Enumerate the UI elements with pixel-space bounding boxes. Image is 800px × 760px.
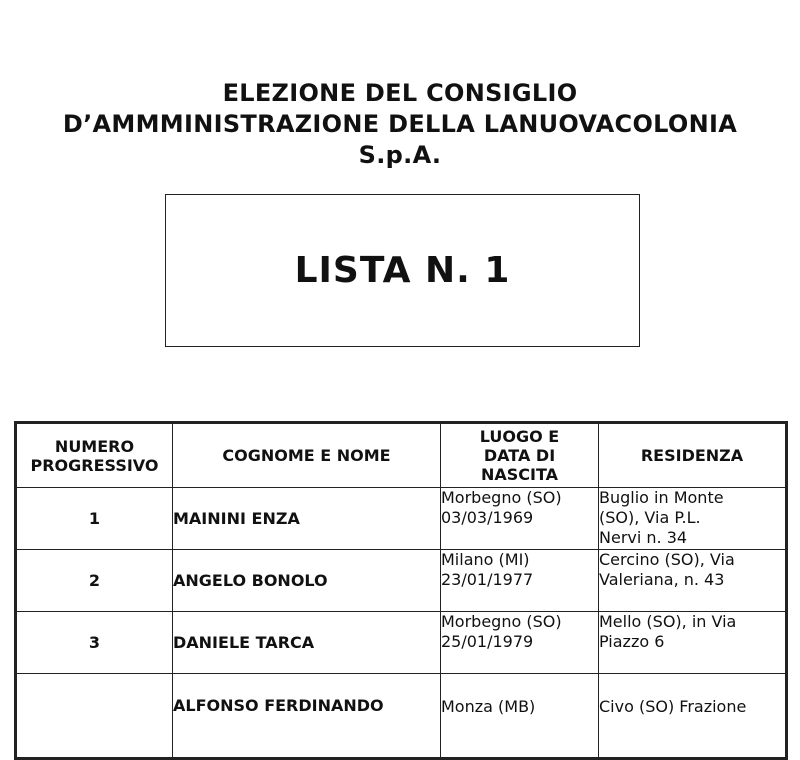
residence: Civo (SO) Frazione	[599, 674, 787, 759]
title-line-2: D’AMMMINISTRAZIONE DELLA LANUOVACOLONIA	[62, 110, 738, 138]
table-row	[16, 612, 787, 674]
list-number-box	[165, 194, 640, 347]
residence: Mello (SO), in Via Piazzo 6	[599, 612, 787, 674]
residence: Cercino (SO), Via Valeriana, n. 43	[599, 550, 787, 612]
table-row	[16, 674, 787, 759]
header-name: COGNOME E NOME	[173, 423, 441, 488]
residence: Buglio in Monte (SO), Via P.L. Nervi n. 34	[599, 488, 787, 550]
title-line-1: ELEZIONE DEL CONSIGLIO	[222, 79, 578, 107]
birth-info: Morbegno (SO) 25/01/1979	[441, 612, 599, 674]
candidate-name: DANIELE TARCA	[173, 612, 441, 674]
candidate-name: ANGELO BONOLO	[173, 550, 441, 612]
header-number: NUMERO PROGRESSIVO	[16, 423, 173, 488]
header-birth: LUOGO E DATA DI NASCITA	[441, 423, 599, 488]
table-header-row	[16, 423, 787, 488]
document-title	[0, 78, 800, 171]
table-row	[16, 550, 787, 612]
row-number: 3	[16, 612, 173, 674]
birth-info: Milano (MI) 23/01/1977	[441, 550, 599, 612]
row-number: 1	[16, 488, 173, 550]
table-row	[16, 488, 787, 550]
row-number	[16, 674, 173, 759]
candidate-name: ALFONSO FERDINANDO	[173, 674, 441, 759]
candidates-table	[14, 421, 788, 760]
birth-info: Morbegno (SO) 03/03/1969	[441, 488, 599, 550]
title-line-3: S.p.A.	[358, 141, 442, 169]
row-number: 2	[16, 550, 173, 612]
header-residence: RESIDENZA	[599, 423, 787, 488]
birth-info: Monza (MB)	[441, 674, 599, 759]
list-number-label: LISTA N. 1	[294, 250, 511, 291]
candidate-name: MAININI ENZA	[173, 488, 441, 550]
